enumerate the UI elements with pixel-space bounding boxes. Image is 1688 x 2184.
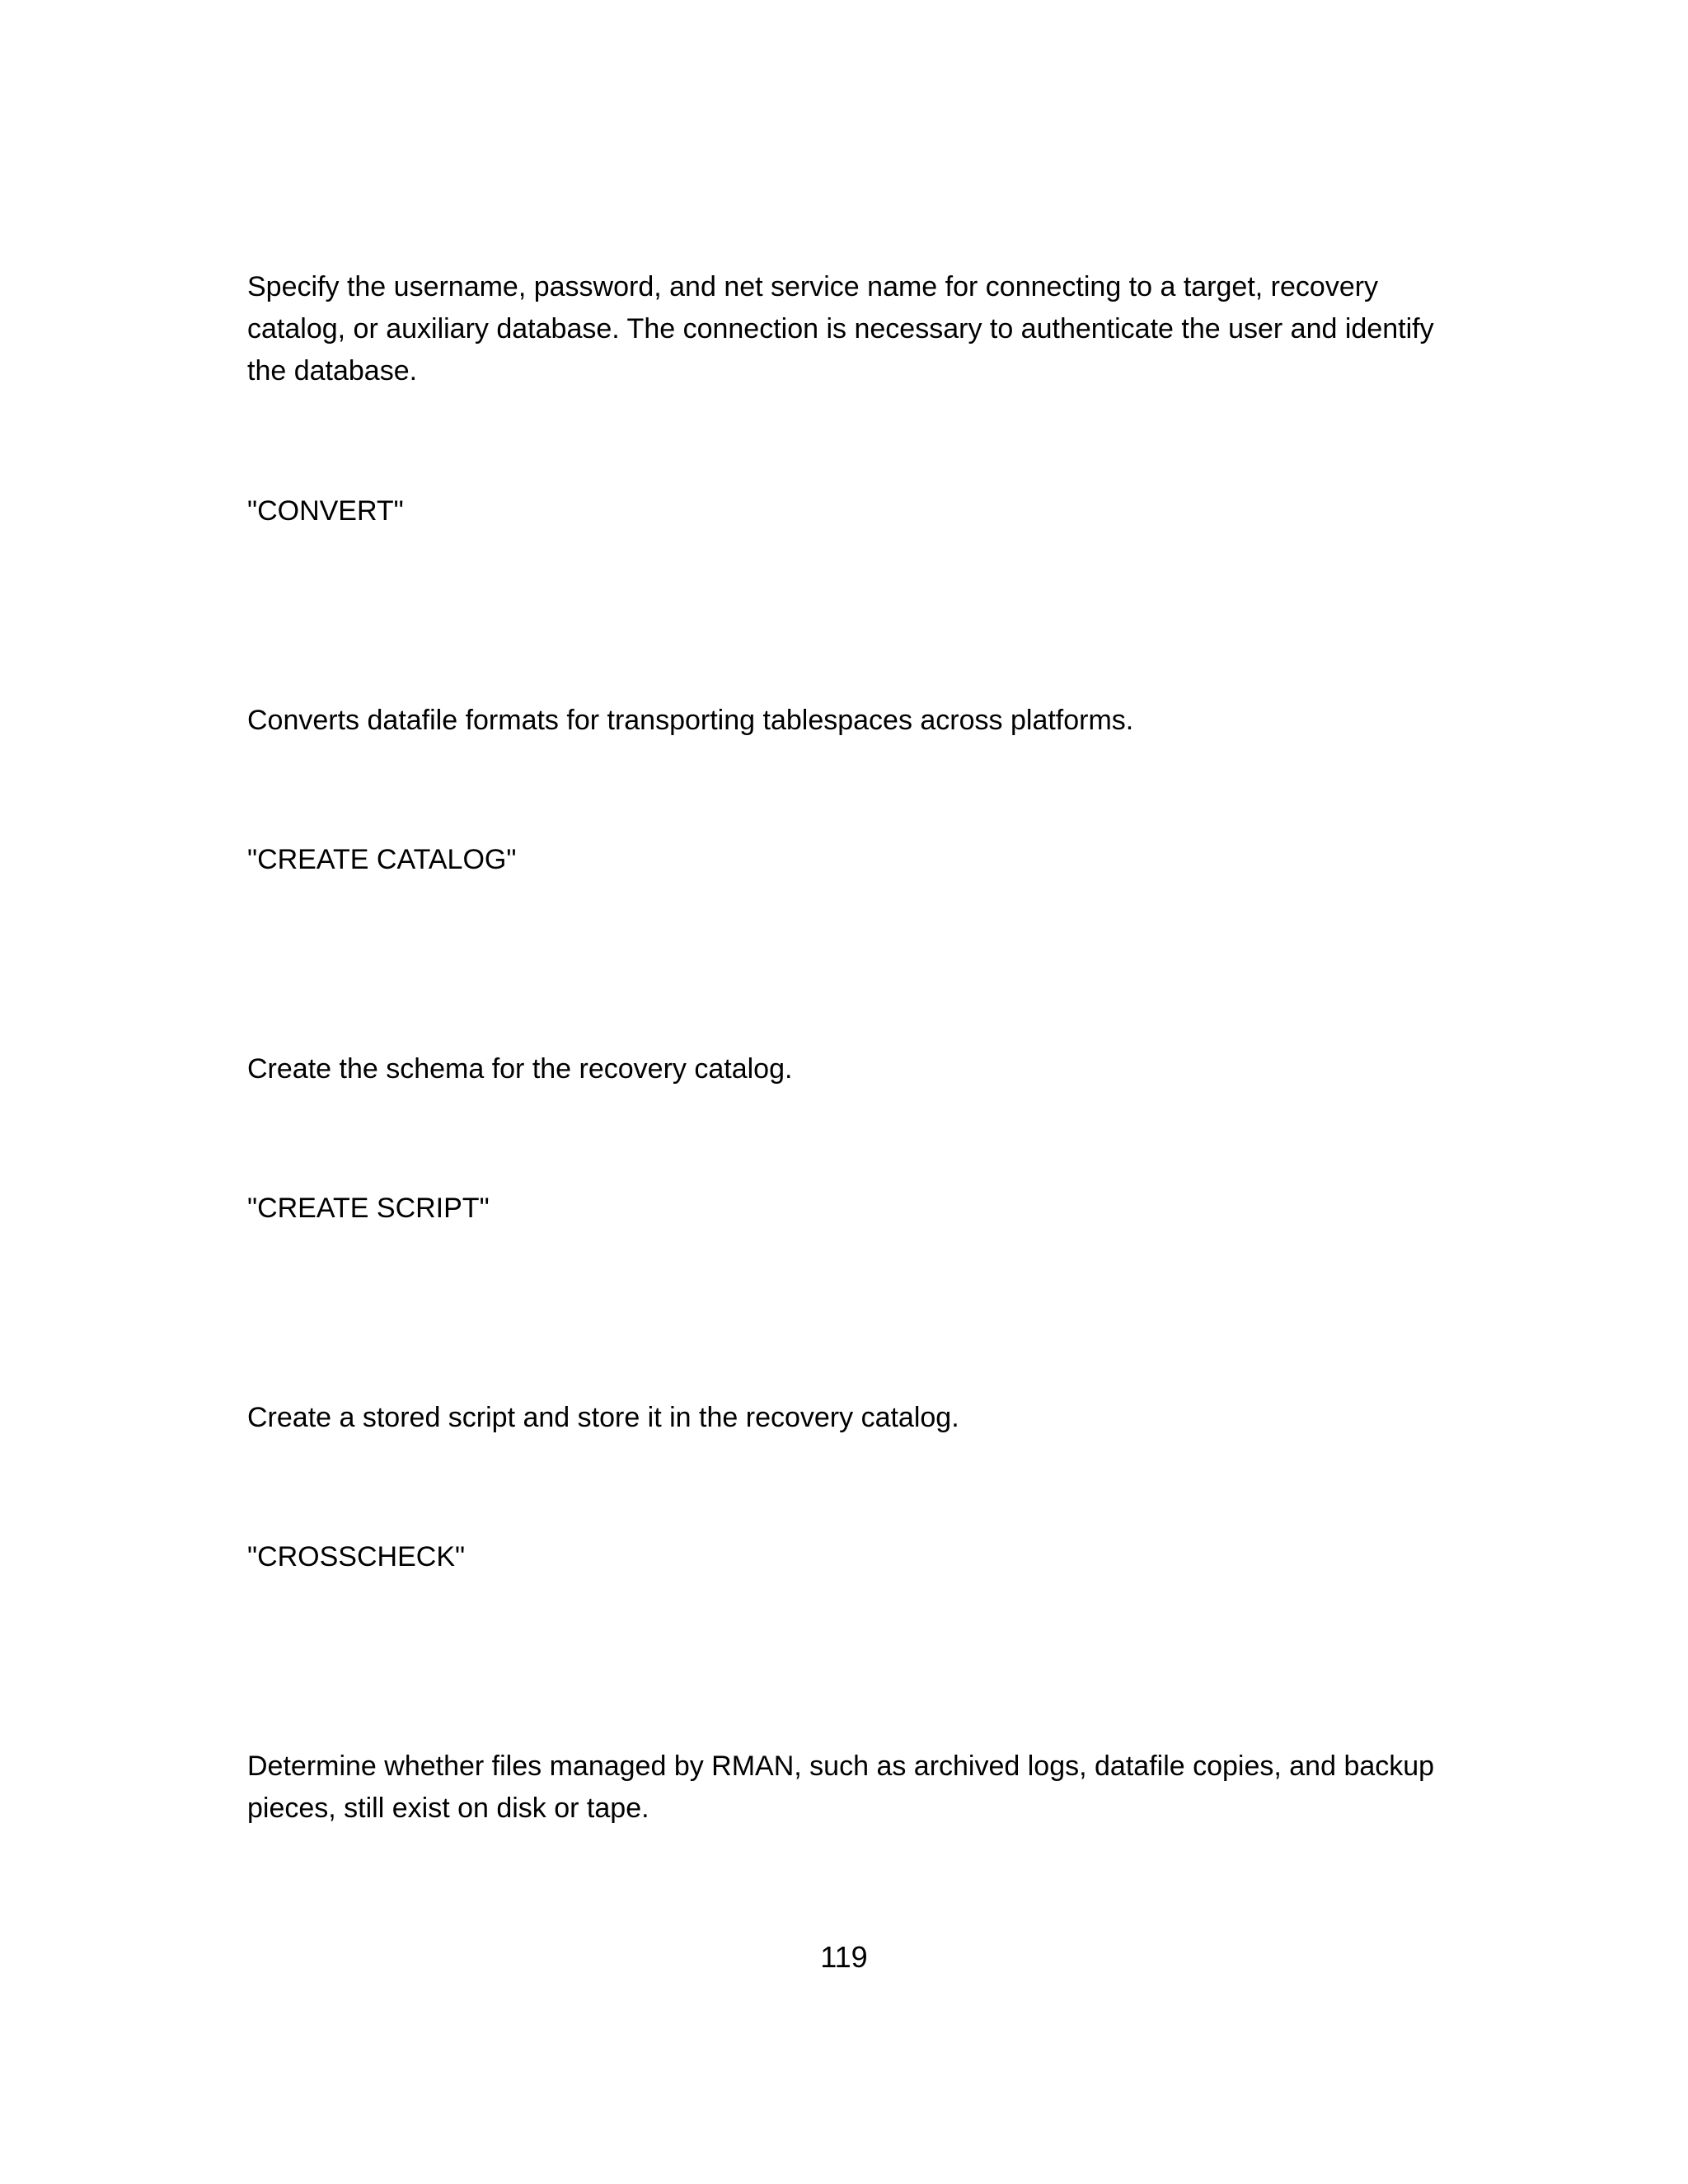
command-heading-create-catalog: "CREATE CATALOG" (247, 844, 517, 875)
command-description-convert: Converts datafile formats for transporting tablespaces across platforms. (247, 705, 1134, 736)
command-description-create-catalog: Create the schema for the recovery catalog. (247, 1053, 793, 1085)
command-heading-create-script: "CREATE SCRIPT" (247, 1193, 490, 1224)
page-number: 119 (820, 1940, 868, 1974)
command-heading-convert: "CONVERT" (247, 495, 404, 527)
command-description-crosscheck: Determine whether files managed by RMAN, such as archived logs, datafile copies, and backup pieces, still exist on disk or tape. (247, 1750, 1435, 1824)
command-heading-crosscheck: "CROSSCHECK" (247, 1541, 466, 1572)
intro-paragraph: Specify the username, password, and net service name for connecting to a target, recovery catalog, or auxiliary database. The connection is necessary to authenticate the user and identify the database. (247, 271, 1434, 387)
command-description-create-script: Create a stored script and store it in the recovery catalog. (247, 1402, 959, 1433)
